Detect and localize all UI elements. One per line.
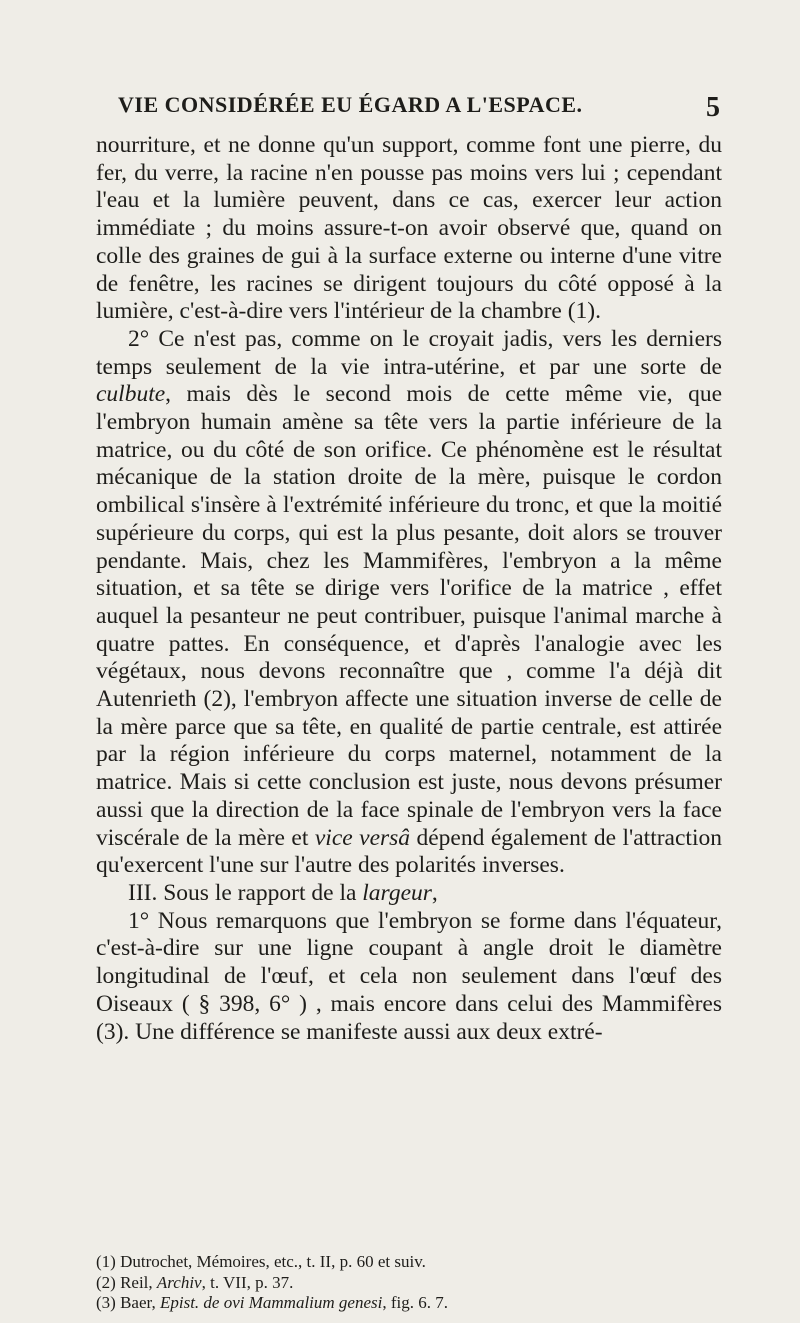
paragraph-4-text: 1° Nous remarquons que l'embryon se forme dans l'équateur, c'est-à-dire sur une ligne coupant à angle droit le diamètre longitudinal de l'œuf, et cela non seulement dans l'œuf des Oiseaux ( § 398, 6° ) , mais encore dans celui des Mammifères (3). Une différence se manifeste aussi aux deux extré- <box>96 907 722 1045</box>
emphasis-culbute: culbute <box>96 381 166 408</box>
section-heading-largeur <box>96 880 722 908</box>
footnote-2-text-a: (2) Reil, <box>96 1272 157 1292</box>
emphasis-largeur: largeur <box>362 879 432 906</box>
footnote-3 <box>96 1293 722 1314</box>
footnote-1-text: (1) Dutrochet, Mémoires, etc., t. II, p. 60 et suiv. <box>96 1252 426 1271</box>
footnote-2-title: Archiv <box>156 1272 202 1292</box>
page-number: 5 <box>706 92 720 123</box>
paragraph-1-text: nourriture, et ne donne qu'un support, comme font une pierre, du fer, du verre, la racine n'en pousse pas moins vers lui ; cependant l'eau et la lumière peuvent, dans ce cas, exercer leur action immédiate ; du moins assure-t-on avoir observé que, quand on colle des graines de gui à la surface externe ou interne d'une vitre de fenêtre, les racines se dirigent toujours du côté opposé à la lumière, c'est-à-dire vers l'intérieur de la chambre (1). <box>96 132 722 325</box>
footnote-3-text-a: (3) Baer, <box>96 1293 160 1312</box>
running-head: VIE CONSIDÉRÉE EU ÉGARD A L'ESPACE. <box>118 92 583 117</box>
footnote-2 <box>96 1273 722 1294</box>
paragraph-2-text-a: 2° Ce n'est pas, comme on le croyait jadis, vers les derniers temps seulement de la vie intra-utérine, et par une sorte de <box>96 325 722 380</box>
paragraph-2 <box>96 326 722 880</box>
section-heading-punct: , <box>431 879 438 906</box>
paragraph-1 <box>96 132 722 326</box>
emphasis-vice-versa: vice versâ <box>314 824 411 851</box>
page-header <box>98 92 720 132</box>
paragraph-4 <box>96 908 722 1047</box>
body-text <box>96 132 722 1046</box>
section-heading-text: III. Sous le rapport de la <box>128 879 363 906</box>
footnote-2-text-b: , t. VII, p. 37. <box>201 1272 294 1292</box>
footnotes <box>96 1252 722 1314</box>
footnote-3-title: Epist. de ovi Mammalium genesi <box>159 1293 383 1312</box>
paragraph-2-text-c: dépend également de l'attraction qu'exercent l'une sur l'autre des polarités inverses. <box>96 824 722 879</box>
paragraph-2-text-b: , mais dès le second mois de cette même vie, que l'embryon humain amène sa tête vers la partie inférieure de la matrice, ou du côté de son orifice. Ce phénomène est le résultat mécanique de la station droite de la mère, puisque le cordon ombilical s'insère à l'extrémité inférieure du tronc, et que la moitié supérieure du corps, qui est la plus pesante, doit alors se trouver pendante. Mais, chez les Mammifères, l'embryon a la même situation, et sa tête se dirige vers l'orifice de la matrice , effet auquel la pesanteur ne peut contribuer, puisque l'animal marche à quatre pattes. En conséquence, et d'après l'analogie avec les végétaux, nous devons reconnaître que , comme l'a déjà dit Autenrieth (2), l'embryon affecte une situation inverse de celle de la mère parce que sa tête, en qualité de partie centrale, est attirée par la région inférieure du corps maternel, notamment de la matrice. Mais si cette conclusion est juste, nous devons présumer aussi que la direction de la face spinale de l'embryon vers la face viscérale de la mère et <box>96 381 722 851</box>
footnote-3-text-b: , fig. 6. 7. <box>382 1293 449 1312</box>
footnote-1 <box>96 1252 722 1273</box>
